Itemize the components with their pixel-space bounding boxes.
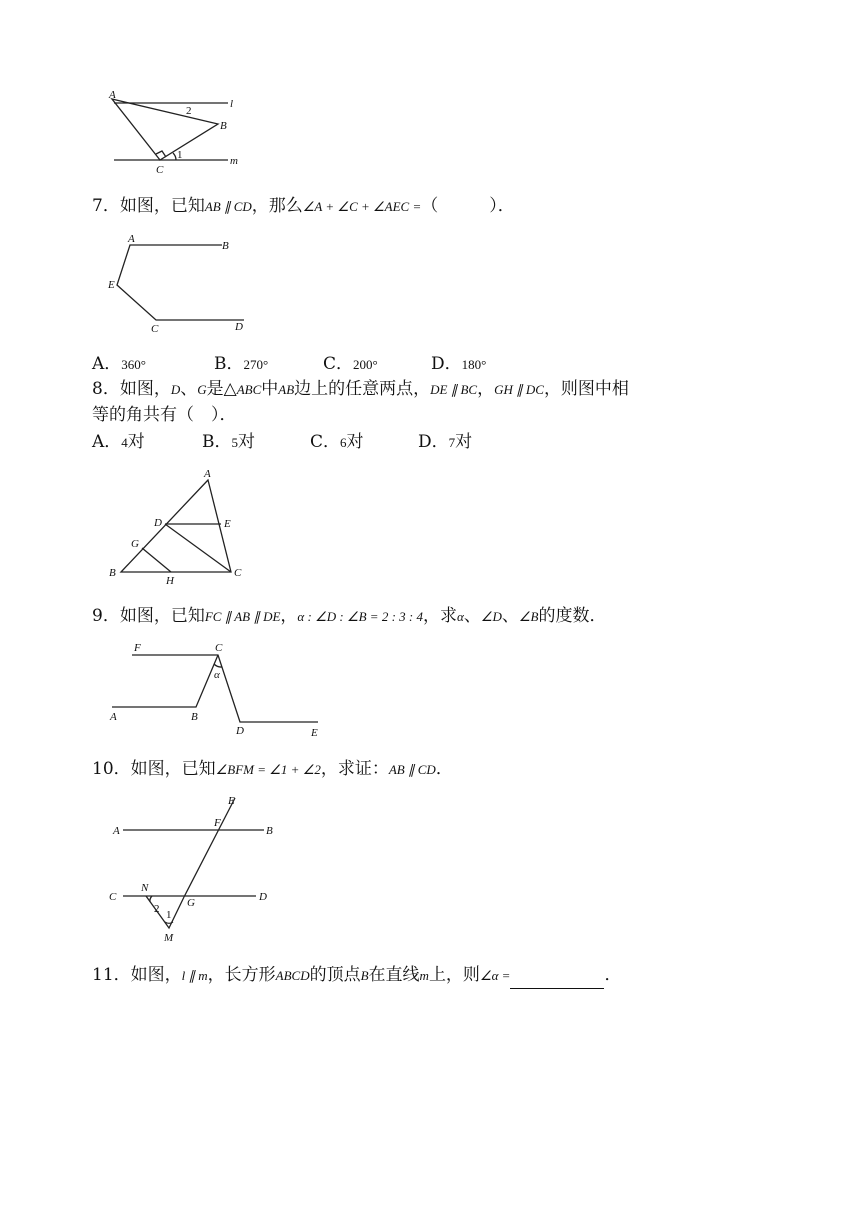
- label-c: C: [151, 323, 159, 335]
- figure-q7: [100, 232, 260, 336]
- label-angle-2: 2: [154, 903, 160, 915]
- label-b: B: [222, 240, 229, 252]
- question-number: 8．: [92, 379, 120, 399]
- triangle-nmg: [146, 896, 184, 928]
- option-b[interactable]: B．5对: [202, 432, 255, 452]
- label-m: m: [230, 155, 238, 167]
- figure-q8: [104, 466, 264, 590]
- options-q8: [92, 430, 472, 455]
- figure-q10: [104, 790, 284, 946]
- question-number: 9．: [92, 606, 120, 626]
- angle-1-arc: [173, 153, 176, 160]
- polyline-abc: [112, 655, 218, 707]
- label-b: B: [109, 567, 116, 579]
- label-d: D: [235, 321, 243, 333]
- figure-q9-svg: [104, 640, 334, 744]
- angle-2-arc: [150, 896, 152, 902]
- label-n: N: [141, 882, 149, 894]
- question-10: 10．如图，已知∠BFM = ∠1 + ∠2，求证：AB ∥ CD．: [92, 759, 453, 779]
- label-c: C: [234, 567, 242, 579]
- label-c: C: [109, 891, 117, 903]
- figure-q10-svg: [104, 790, 284, 946]
- label-f: F: [134, 642, 141, 654]
- polyline-abecd: [117, 245, 244, 320]
- label-e: E: [311, 727, 318, 739]
- label-angle-1: 1: [177, 149, 183, 161]
- figure-q7-svg: [100, 232, 260, 336]
- label-a: A: [128, 233, 135, 245]
- expression: ∠A + ∠C + ∠AEC =: [302, 199, 422, 214]
- option-d[interactable]: D．180°: [431, 354, 487, 374]
- label-b: B: [191, 711, 198, 723]
- label-a: A: [110, 711, 117, 723]
- label-b: B: [220, 120, 227, 132]
- option-b[interactable]: B．270°: [214, 354, 269, 374]
- figure-q8-svg: [104, 466, 264, 590]
- label-b: B: [266, 825, 273, 837]
- label-l: l: [230, 98, 234, 110]
- question-8-line-2: 等的角共有（ ）．: [92, 405, 237, 425]
- question-number: 10．: [92, 759, 131, 779]
- option-d[interactable]: D．7对: [418, 432, 473, 452]
- label-e: E: [108, 279, 115, 291]
- answer-blank[interactable]: [510, 970, 604, 989]
- label-angle-2: 2: [186, 105, 192, 117]
- polyline-fcde: [132, 655, 318, 722]
- question-number: 11．: [92, 965, 131, 985]
- label-alpha: α: [214, 669, 220, 681]
- question-8: 8．如图，D、G是△ABC中AB边上的任意两点，DE ∥ BC，GH ∥ DC，则图中相: [92, 379, 629, 399]
- label-c: C: [215, 642, 223, 654]
- angle-1-arc: [165, 922, 173, 923]
- question-number: 7．: [92, 196, 120, 216]
- transversal-ef: [184, 798, 235, 897]
- segment-gh: [142, 548, 171, 572]
- label-g: G: [187, 897, 195, 909]
- label-e: E: [224, 518, 231, 530]
- option-c[interactable]: C．6对: [310, 432, 364, 452]
- option-a[interactable]: A．360°: [92, 354, 146, 374]
- question-11: 11．如图，l ∥ m，长方形ABCD的顶点B在直线m上，则∠α = ．: [92, 962, 621, 989]
- triangle-abc: [121, 480, 231, 572]
- label-d: D: [236, 725, 244, 737]
- triangle-abc: [112, 99, 218, 160]
- label-c: C: [156, 164, 164, 176]
- figure-q9: [104, 640, 334, 744]
- option-c[interactable]: C．200°: [323, 354, 378, 374]
- label-g: G: [131, 538, 139, 550]
- condition: AB ∥ CD: [204, 199, 252, 214]
- figure-q6-svg: [100, 84, 260, 180]
- label-m: M: [164, 932, 174, 944]
- question-9: 9．如图，已知FC ∥ AB ∥ DE，α : ∠D : ∠B = 2 : 3 : 4，求α、∠D、∠B的度数．: [92, 606, 607, 626]
- label-h: H: [166, 575, 174, 587]
- label-e: E: [228, 795, 235, 807]
- label-a: A: [113, 825, 120, 837]
- label-d: D: [259, 891, 267, 903]
- figure-q6: [100, 84, 260, 180]
- options-q7: [92, 352, 486, 377]
- label-f: F: [214, 817, 221, 829]
- label-a: A: [204, 468, 211, 480]
- option-a[interactable]: A．4对: [92, 432, 145, 452]
- label-a: A: [109, 89, 116, 101]
- question-7: 7．如图，已知AB ∥ CD，那么∠A + ∠C + ∠AEC =（ ）．: [92, 196, 515, 216]
- label-d: D: [154, 517, 162, 529]
- label-angle-1: 1: [166, 909, 172, 921]
